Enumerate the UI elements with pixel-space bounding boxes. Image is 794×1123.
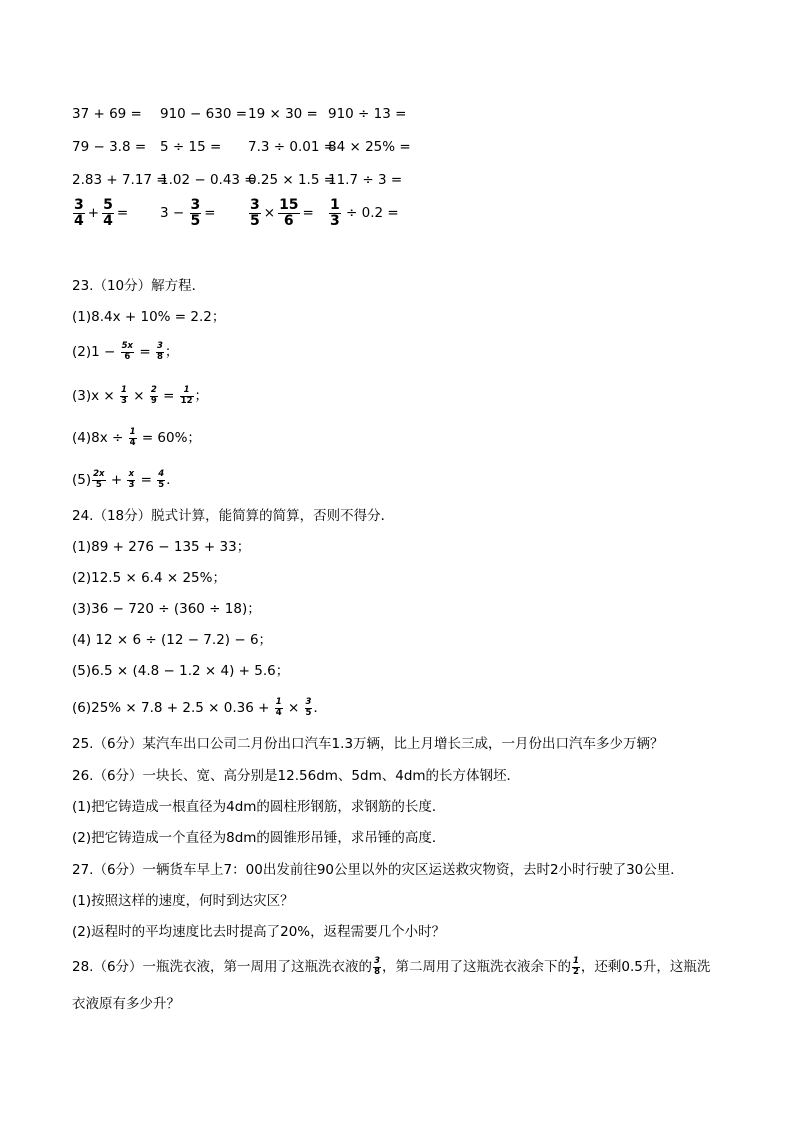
fraction: $\frac{1}{4}$ — [275, 697, 282, 718]
mental-r2-c2: 5 ÷ 15 = — [160, 139, 222, 155]
mental-r3-c3: 0.25 × 1.5 = — [248, 172, 336, 188]
fraction: $\frac{3}{5}$ — [190, 197, 201, 229]
mental-r4-c1: $\frac{3}{4}$ + $\frac{5}{4}$ = — [74, 197, 129, 229]
q23-eq5: (5) $\frac{2x}{5}$ + $\frac{x}{3}$ = $\frac{4}{5}$ ． — [72, 469, 180, 490]
q24-eq2: (2)12.5 × 6.4 × 25%； — [72, 570, 226, 586]
fraction: $\frac{3}{4}$ — [74, 197, 84, 229]
q27-title: 27.（6分）一辆货车早上7：00出发前往90公里以外的灾区运送救灾物资，去时2小时行驶了30公里． — [72, 862, 684, 878]
mental-r3-c1: 2.83 + 7.17 = — [72, 172, 168, 188]
fraction: $\frac{5}{4}$ — [103, 197, 113, 229]
q26-sub2: (2)把它铸造成一个直径为8dm的圆锥形吊锤，求吊锤的高度． — [72, 830, 446, 846]
q24-eq1: (1)89 + 276 − 135 + 33； — [72, 539, 251, 555]
q24-eq6: (6)25% × 7.8 + 2.5 × 0.36 + $\frac{1}{4}$ × $\frac{3}{5}$ ． — [72, 697, 327, 718]
mental-r2-c4: 84 × 25% = — [328, 139, 411, 155]
q23-title: 23.（10分）解方程． — [72, 278, 206, 294]
q26-title: 26.（6分）一块长、宽、高分别是12.56dm、5dm、4dm的长方体钢坯． — [72, 768, 521, 784]
q28-line1: 28.（6分）一瓶洗衣液，第一周用了这瓶洗衣液的 $\frac{3}{8}$ ，第二周用了这瓶洗衣液余下的 $\frac{1}{2}$ ，还剩0.5升，这瓶洗 — [72, 956, 711, 977]
mental-r3-c4: 11.7 ÷ 3 = — [328, 172, 403, 188]
fraction: $\frac{x}{3}$ — [128, 469, 135, 490]
q24-title: 24.（18分）脱式计算，能简算的简算，否则不得分． — [72, 508, 395, 524]
fraction: $\frac{4}{5}$ — [158, 469, 165, 490]
mental-r4-c2: 3 − $\frac{3}{5}$ = — [160, 197, 216, 229]
mental-r1-c2: 910 − 630 = — [160, 106, 248, 122]
mental-r1-c3: 19 × 30 = — [248, 106, 318, 122]
mental-r3-c2: 1.02 − 0.43 = — [160, 172, 256, 188]
fraction: $\frac{1}{2}$ — [572, 956, 579, 977]
q24-eq3: (3)36 − 720 ÷ (360 ÷ 18)； — [72, 601, 261, 617]
fraction: $\frac{3}{5}$ — [250, 197, 260, 229]
mental-r2-c1: 79 − 3.8 = — [72, 139, 147, 155]
fraction: $\frac{3}{8}$ — [156, 341, 163, 362]
fraction: $\frac{2}{9}$ — [150, 385, 157, 406]
fraction: $\frac{1}{4}$ — [129, 427, 136, 448]
fraction: $\frac{1}{12}$ — [180, 385, 193, 406]
fraction: $\frac{15}{6}$ — [279, 197, 299, 229]
q27-sub1: (1)按照这样的速度，何时到达灾区？ — [72, 893, 294, 909]
fraction: $\frac{1}{3}$ — [330, 197, 340, 229]
mental-r1-c1: 37 + 69 = — [72, 106, 142, 122]
q24-eq5: (5)6.5 × (4.8 − 1.2 × 4) + 5.6； — [72, 663, 290, 679]
q23-eq4: (4)8x ÷ $\frac{1}{4}$ = 60%； — [72, 427, 201, 448]
mental-r2-c3: 7.3 ÷ 0.01 = — [248, 139, 336, 155]
q23-eq2: (2)1 − $\frac{5x}{6}$ = $\frac{3}{8}$ ； — [72, 341, 179, 362]
q23-eq1: (1)8.4x + 10% = 2.2； — [72, 309, 226, 325]
fraction: $\frac{3}{5}$ — [305, 697, 312, 718]
mental-r4-c3: $\frac{3}{5}$ × $\frac{15}{6}$ = — [250, 197, 314, 229]
q24-eq4: (4) 12 × 6 ÷ (12 − 7.2) − 6； — [72, 632, 273, 648]
q23-eq3: (3)x × $\frac{1}{3}$ × $\frac{2}{9}$ = $\frac{1}{12}$ ； — [72, 385, 209, 406]
mental-r1-c4: 910 ÷ 13 = — [328, 106, 407, 122]
fraction: $\frac{5x}{6}$ — [121, 341, 134, 362]
fraction: $\frac{1}{3}$ — [121, 385, 127, 406]
q28-line2: 衣液原有多少升？ — [72, 996, 180, 1012]
q26-sub1: (1)把它铸造成一根直径为4dm的圆柱形钢筋，求钢筋的长度． — [72, 799, 446, 815]
mental-r4-c4: $\frac{1}{3}$ ÷ 0.2 = — [330, 197, 399, 229]
q27-sub2: (2)返程时的平均速度比去时提高了20%，返程需要几个小时？ — [72, 924, 446, 940]
fraction: $\frac{2x}{5}$ — [93, 469, 105, 490]
question-25: 25.（6分）某汽车出口公司二月份出口汽车1.3万辆，比上月增长三成，一月份出口汽车多少万辆？ — [72, 736, 664, 752]
fraction: $\frac{3}{8}$ — [374, 956, 380, 977]
